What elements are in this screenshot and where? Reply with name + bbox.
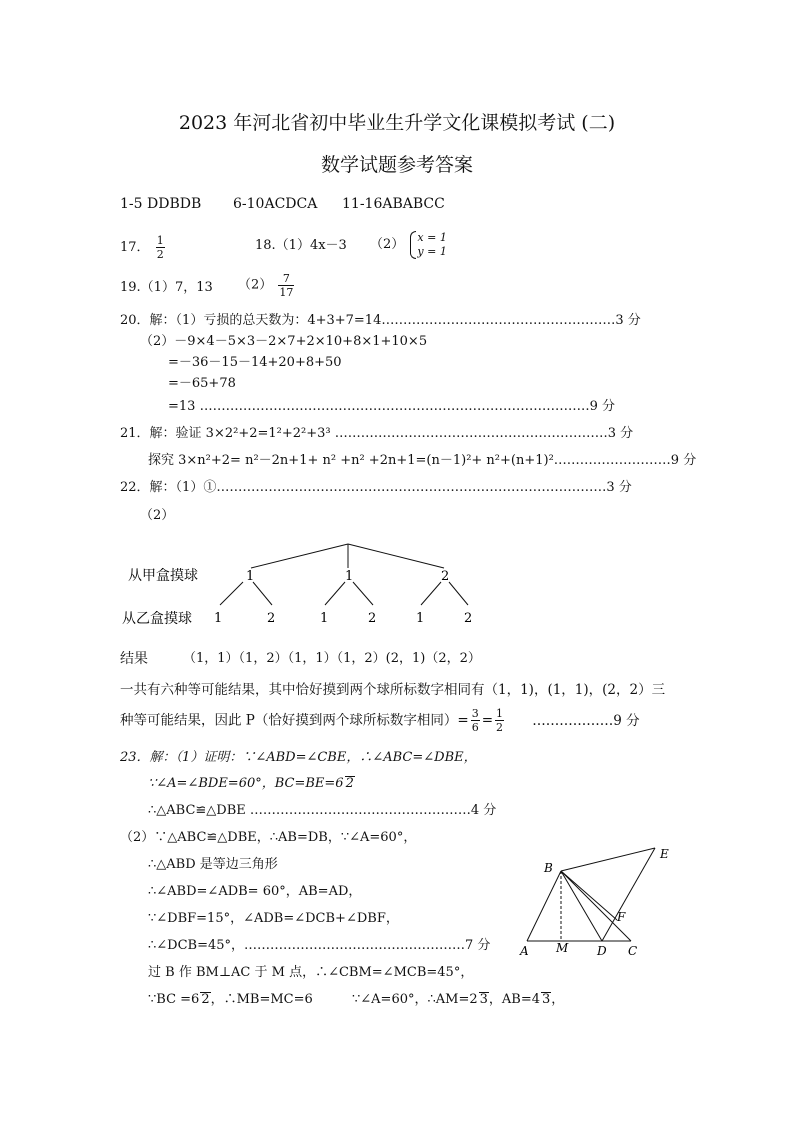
q22-fraction-1-denominator: 6 (471, 721, 479, 734)
q23-line10-part2: ，∴MB=MC=6 (210, 992, 313, 1007)
q22-fraction-1 (471, 707, 480, 734)
q23-line8: ∴∠DCB=45°，……………………………………………7 分 (148, 938, 491, 953)
q18-eq1: x = 1 (417, 231, 447, 244)
tree-level2-node: 2 (267, 611, 276, 626)
point-label-f: F (617, 910, 626, 924)
q18-part2 (370, 231, 447, 259)
q23-line10-sqrt1: 2 (201, 992, 210, 1007)
q22-fraction-2-numerator: 1 (496, 707, 503, 720)
q19-part1: 19.（1）7，13 (120, 280, 213, 295)
q23-line10-part1: ∵BC =6 (148, 992, 200, 1007)
page-title: 2023 年河北省初中毕业生升学文化课模拟考试 (二) (178, 112, 616, 134)
choice-answers-6-10: 6-10ACDCA (233, 196, 318, 212)
q20-line5: =13 ………………………………………………………………………………9 分 (168, 399, 615, 414)
probability-tree-diagram (0, 535, 794, 630)
q18-part2-label: （2） (370, 237, 405, 252)
q18-eq2: y = 1 (417, 245, 447, 258)
point-label-e: E (660, 847, 669, 861)
q19-part2 (238, 272, 296, 299)
q19-part2-label: （2） (238, 277, 273, 293)
q22-score: ………………9 分 (532, 712, 640, 729)
q23-line10-right (352, 992, 564, 1008)
q21-line2: 探究 3×n²+2= n²－2n+1+ n² +n² +2n+1=(n－1)²+ n²+(n+1)²………………………9 分 (148, 453, 697, 468)
q18-part1: 18.（1）4x－3 (255, 238, 347, 253)
choice-answers-11-16: 11-16ABABCC (342, 196, 445, 212)
q23-line5: ∴△ABD 是等边三角形 (148, 857, 278, 872)
tree-row2-label: 从乙盒摸球 (122, 611, 192, 627)
q20-line3: =－36－15－14+20+8+50 (168, 355, 342, 370)
geometry-figure (510, 840, 680, 965)
q19-numerator: 7 (278, 272, 294, 286)
q23-line2-sqrt: 2 (345, 776, 354, 791)
tree-level2-node: 2 (464, 611, 473, 626)
q23-line10-part3: ∵∠A=60°，∴AM=2 (352, 992, 478, 1007)
q23-line4: （2）∵△ABC≌△DBE，∴AB=DB，∵∠A=60°， (120, 830, 417, 845)
q22-line2: （2） (140, 508, 175, 523)
q22-results: （1，1）（1，2）（1，1）（1，2）(2，1)（2，2） (183, 651, 481, 666)
q17-number: 17． (120, 240, 150, 255)
q22-conclusion-text: 种等可能结果，因此 P（恰好摸到两个球所标数字相同）= (120, 712, 469, 729)
q23-line10-sqrt3: 3 (542, 992, 551, 1007)
q22-conclusion-line2 (120, 707, 640, 734)
q17-denominator: 2 (156, 248, 164, 261)
q20-line4: =－65+78 (168, 376, 236, 391)
q23-line3: ∴△ABC≌△DBE ……………………………………………4 分 (148, 803, 497, 818)
q22-conclusion-line1: 一共有六种等可能结果，其中恰好摸到两个球所标数字相同有（1，1)，(1，1)，(2，2）三 (120, 682, 666, 698)
q17-answer (120, 234, 167, 261)
point-label-d: D (597, 944, 607, 958)
q18-equation-system (408, 231, 446, 259)
choice-answers-1-5: 1-5 DDBDB (120, 196, 202, 212)
point-label-b: B (544, 861, 553, 875)
q23-line6: ∴∠ABD=∠ADB= 60°，AB=AD， (148, 884, 362, 899)
tree-row1-label: 从甲盒摸球 (128, 568, 198, 584)
q20-line2: （2）－9×4－5×3－2×7+2×10+8×1+10×5 (140, 334, 428, 349)
q19-denominator: 17 (279, 286, 294, 299)
q22-fraction-2 (495, 707, 504, 734)
q23-line10-part5: ， (551, 992, 565, 1007)
q23-line10-part4: ，AB=4 (488, 992, 541, 1007)
q23-line7: ∵∠DBF=15°，∠ADB=∠DCB+∠DBF， (148, 911, 399, 926)
tree-level1-node: 1 (345, 569, 354, 584)
point-label-c: C (628, 944, 638, 958)
q23-line2-text: ∵∠A=∠BDE=60°，BC=BE=6 (148, 776, 344, 791)
tree-branches (220, 544, 468, 605)
q22-result-label: 结果 (120, 651, 148, 667)
q22-equals: = (481, 712, 493, 729)
tree-level2-node: 1 (214, 611, 223, 626)
page-subtitle: 数学试题参考答案 (320, 154, 473, 176)
q22-fraction-2-denominator: 2 (496, 721, 503, 734)
q22-line1: 22．解：（1）①………………………………………………………………………………3 分 (120, 480, 632, 495)
tree-level2-node: 2 (368, 611, 377, 626)
point-label-m: M (556, 941, 569, 955)
q20-line1: 20．解：（1）亏损的总天数为：4+3+7=14………………………………………………3 分 (120, 313, 641, 328)
q22-fraction-1-numerator: 3 (471, 707, 479, 720)
q23-line1: 23．解：（1）证明：∵∠ABD=∠CBE，∴∠ABC=∠DBE， (120, 750, 477, 765)
q19-fraction (278, 272, 294, 299)
tree-level2-node: 1 (320, 611, 329, 626)
q21-line1: 21．解：验证 3×2²+2=1²+2²+3³ ………………………………………………………3 分 (120, 426, 634, 441)
tree-level1-node: 2 (441, 569, 450, 584)
point-label-a: A (520, 944, 529, 958)
q17-fraction (156, 234, 165, 261)
tree-level1-node: 1 (246, 569, 255, 584)
q23-line2 (148, 776, 355, 792)
q23-line10 (148, 992, 313, 1008)
tree-level2-node: 1 (416, 611, 425, 626)
q17-numerator: 1 (156, 234, 164, 247)
q23-line9: 过 B 作 BM⊥AC 于 M 点，∴∠CBM=∠MCB=45°， (148, 965, 474, 980)
q23-line10-sqrt2: 3 (479, 992, 488, 1007)
